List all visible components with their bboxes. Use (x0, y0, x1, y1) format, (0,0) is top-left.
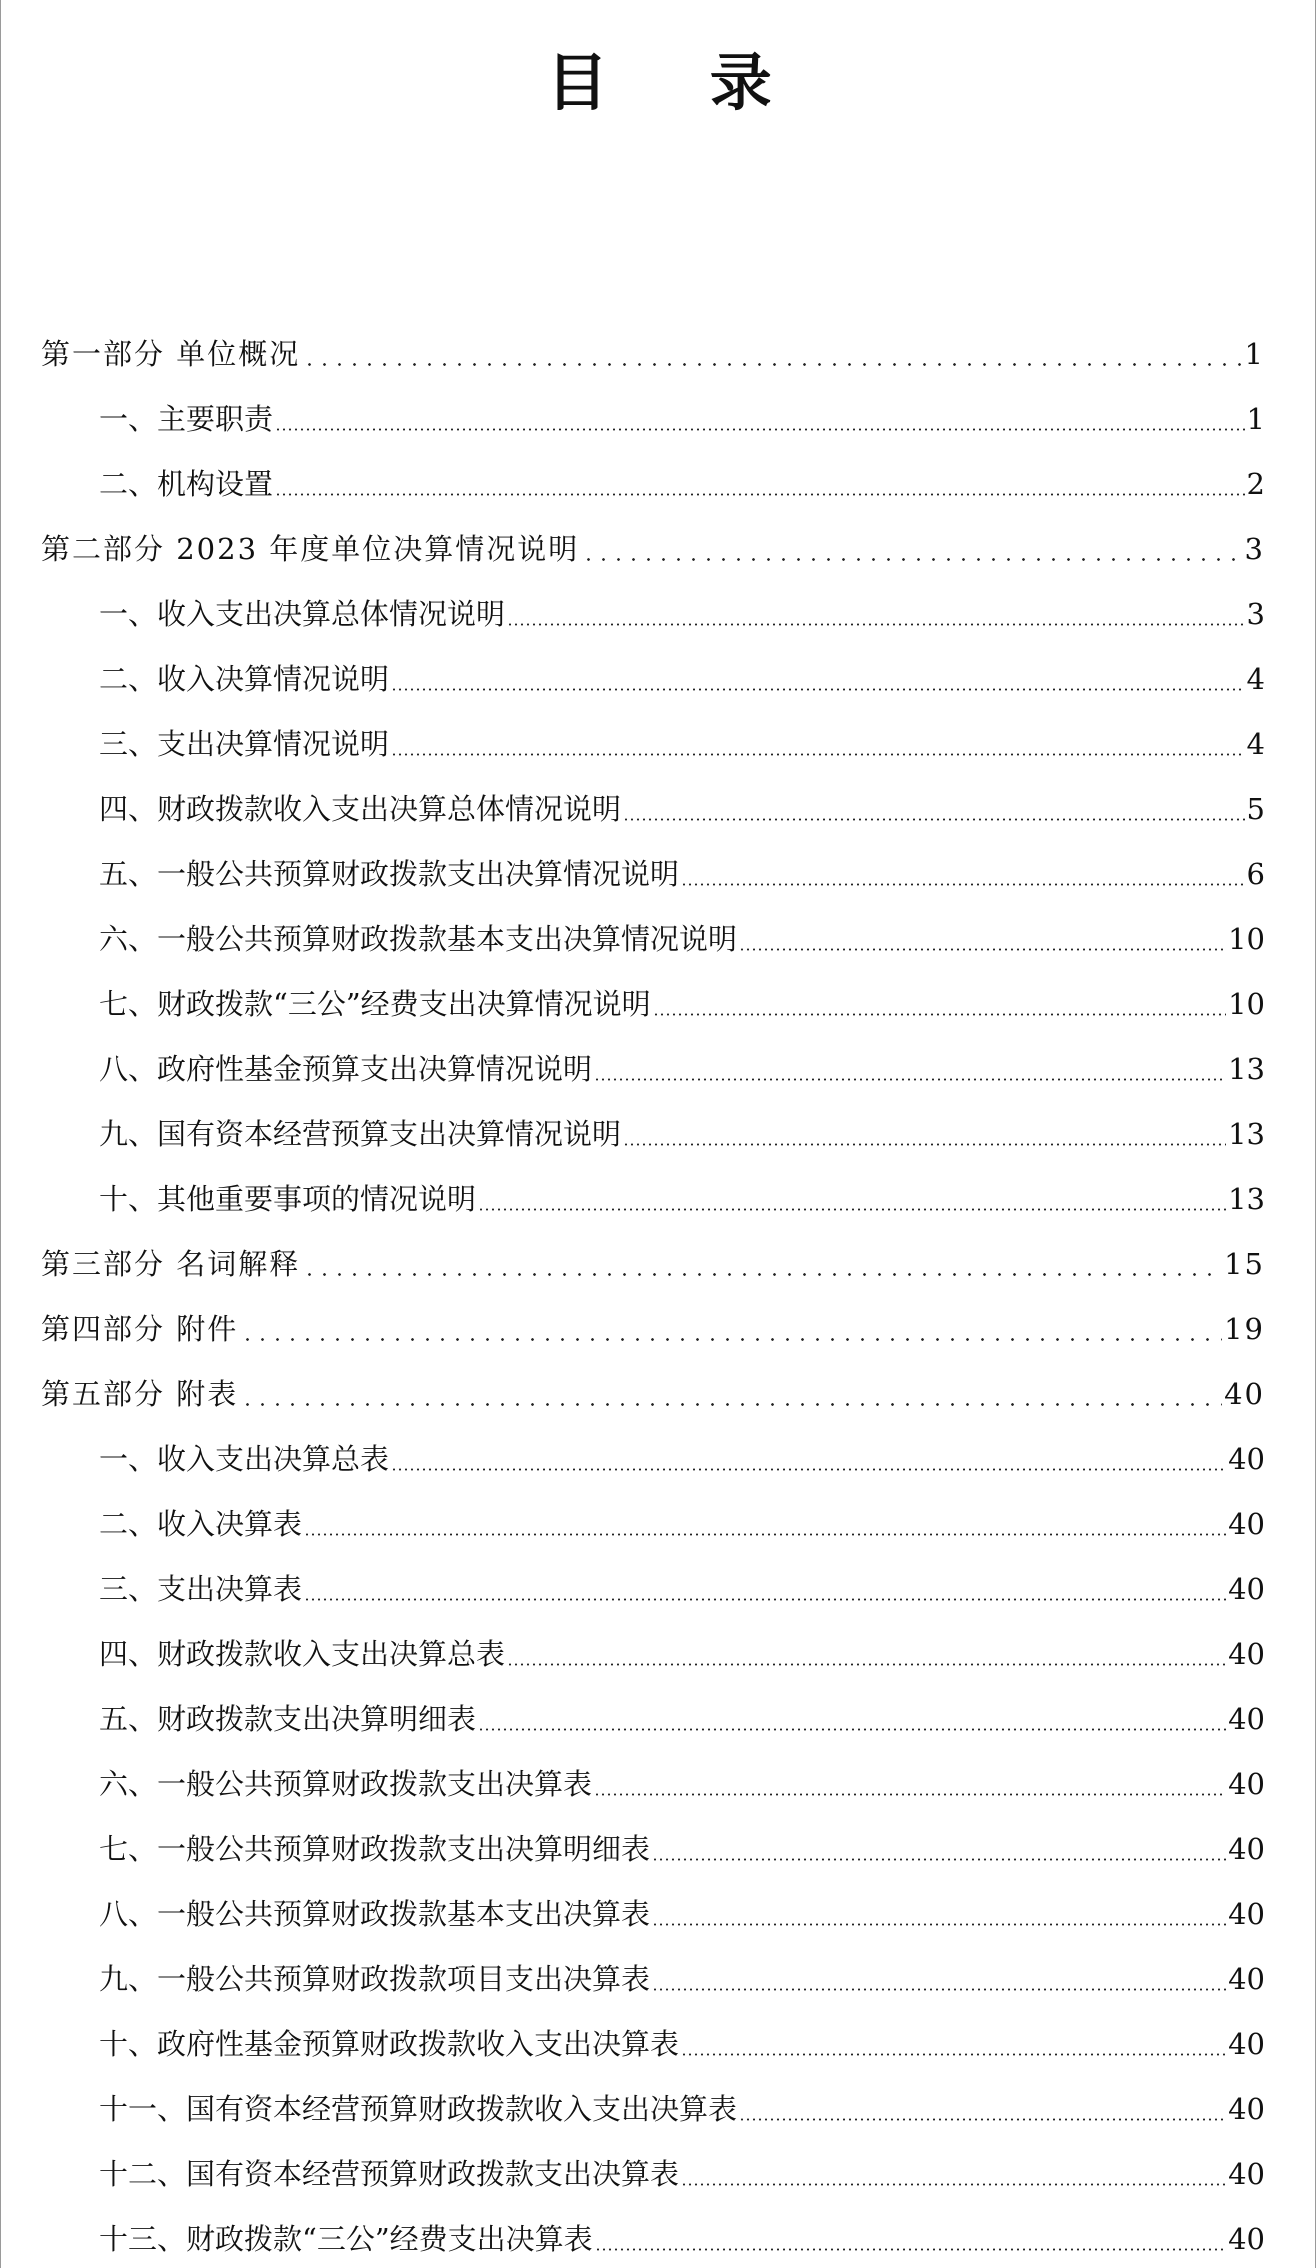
toc-entry-label: 第二部分 2023 年度单位决算情况说明 (41, 532, 580, 566)
toc-page-number: 40 (1228, 1962, 1265, 1996)
toc-entry[interactable] (99, 913, 1265, 959)
toc-entry-label: 五、一般公共预算财政拨款支出决算情况说明 (99, 857, 680, 891)
toc-page-number: 40 (1228, 1832, 1265, 1866)
toc-entry[interactable] (99, 1758, 1265, 1804)
toc-page-number: 40 (1228, 2092, 1265, 2126)
toc-page-number: 3 (1244, 532, 1265, 566)
toc-entry[interactable] (99, 1888, 1265, 1934)
toc-entry-label: 三、支出决算情况说明 (99, 727, 390, 761)
toc-entry-part-4[interactable] (41, 1303, 1265, 1349)
dot-leader (275, 428, 1245, 431)
dot-leader (653, 1013, 1226, 1016)
toc-entry-label: 三、支出决算表 (99, 1572, 303, 1606)
toc-entry[interactable] (99, 1823, 1265, 1869)
dot-leader (739, 948, 1226, 951)
toc-page-number: 40 (1228, 2157, 1265, 2191)
dot-leader (275, 493, 1245, 496)
toc-entry-part-3[interactable] (41, 1238, 1265, 1284)
toc-page-number: 40 (1228, 1507, 1265, 1541)
toc-page-number: 3 (1246, 597, 1265, 631)
toc-page-number: 15 (1224, 1247, 1265, 1281)
toc-entry[interactable] (99, 1953, 1265, 1999)
toc-entry-label: 八、政府性基金预算支出决算情况说明 (99, 1052, 593, 1086)
toc-entry[interactable] (99, 2148, 1265, 2194)
toc-page-number: 40 (1228, 1637, 1265, 1671)
toc-entry[interactable] (99, 588, 1265, 634)
toc-page-number: 40 (1228, 2027, 1265, 2061)
dot-leader (581, 558, 1242, 561)
dot-leader (507, 1663, 1226, 1666)
page-title: 目 录 (546, 46, 812, 119)
toc-entry-label: 九、一般公共预算财政拨款项目支出决算表 (99, 1962, 651, 1996)
toc-page-number: 40 (1228, 1767, 1265, 1801)
dot-leader (739, 2118, 1226, 2121)
toc-entry-label: 二、机构设置 (99, 467, 274, 501)
toc-entry[interactable] (99, 1563, 1265, 1609)
toc-page-number: 10 (1228, 987, 1265, 1021)
toc-page-number: 1 (1246, 402, 1265, 436)
dot-leader (681, 883, 1245, 886)
toc-entry[interactable] (99, 2083, 1265, 2129)
dot-leader (391, 753, 1245, 756)
toc-entry-label: 六、一般公共预算财政拨款基本支出决算情况说明 (99, 922, 738, 956)
toc-page-number: 5 (1246, 792, 1265, 826)
dot-leader (391, 1468, 1226, 1471)
dot-leader (652, 1858, 1226, 1861)
dot-leader (304, 1533, 1226, 1536)
toc-entry-label: 一、收入支出决算总表 (99, 1442, 390, 1476)
toc-entry-label: 一、收入支出决算总体情况说明 (99, 597, 506, 631)
toc-entry-label: 二、收入决算表 (99, 1507, 303, 1541)
dot-leader (302, 1273, 1222, 1276)
toc-entry-label: 一、主要职责 (99, 402, 274, 436)
toc-page-number: 6 (1246, 857, 1265, 891)
toc-entry-label: 十三、财政拨款“三公”经费支出决算表 (99, 2222, 593, 2256)
toc-entry-label: 十、其他重要事项的情况说明 (99, 1182, 477, 1216)
dot-leader (240, 1338, 1222, 1341)
toc-page-number: 40 (1224, 1377, 1265, 1411)
toc-page-number: 40 (1228, 1572, 1265, 1606)
toc-entry-label: 七、一般公共预算财政拨款支出决算明细表 (99, 1832, 651, 1866)
dot-leader (594, 1078, 1226, 1081)
toc-entry[interactable] (99, 2018, 1265, 2064)
toc-entry[interactable] (99, 1108, 1265, 1154)
toc-entry[interactable] (99, 1498, 1265, 1544)
toc-entry-label: 十二、国有资本经营预算财政拨款支出决算表 (99, 2157, 680, 2191)
dot-leader (478, 1208, 1226, 1211)
dot-leader (623, 1143, 1226, 1146)
toc-entry[interactable] (99, 783, 1265, 829)
toc-entry-label: 第五部分 附表 (41, 1377, 239, 1411)
dot-leader (507, 623, 1245, 626)
toc-entry[interactable] (99, 1043, 1265, 1089)
toc-entry-label: 十一、国有资本经营预算财政拨款收入支出决算表 (99, 2092, 738, 2126)
toc-entry[interactable] (99, 1173, 1265, 1219)
toc-entry-label: 五、财政拨款支出决算明细表 (99, 1702, 477, 1736)
toc-page-number: 40 (1228, 1897, 1265, 1931)
toc-entry-label: 八、一般公共预算财政拨款基本支出决算表 (99, 1897, 651, 1931)
dot-leader (302, 363, 1242, 366)
toc-page-number: 13 (1228, 1182, 1265, 1216)
toc-page-number: 4 (1246, 662, 1265, 696)
toc-entry[interactable] (99, 1433, 1265, 1479)
dot-leader (652, 1988, 1226, 1991)
dot-leader (391, 688, 1245, 691)
toc-entry-label: 十、政府性基金预算财政拨款收入支出决算表 (99, 2027, 680, 2061)
toc-entry-label: 四、财政拨款收入支出决算总体情况说明 (99, 792, 622, 826)
dot-leader (595, 2248, 1226, 2251)
toc-page-number: 13 (1228, 1052, 1265, 1086)
toc-entry-part-5[interactable] (41, 1368, 1265, 1414)
dot-leader (681, 2183, 1226, 2186)
toc-page-number: 19 (1224, 1312, 1265, 1346)
dot-leader (304, 1598, 1226, 1601)
toc-entry[interactable] (99, 848, 1265, 894)
toc-entry-label: 六、一般公共预算财政拨款支出决算表 (99, 1767, 593, 1801)
dot-leader (594, 1793, 1226, 1796)
toc-entry[interactable] (99, 458, 1265, 504)
dot-leader (240, 1403, 1222, 1406)
toc-entry[interactable] (99, 1628, 1265, 1674)
toc-entry[interactable] (99, 978, 1265, 1024)
toc-entry-part-2[interactable] (41, 523, 1265, 569)
toc-page-number: 4 (1246, 727, 1265, 761)
dot-leader (623, 818, 1245, 821)
toc-page-number: 1 (1244, 337, 1265, 371)
toc-entry-label: 二、收入决算情况说明 (99, 662, 390, 696)
toc-page-number: 10 (1228, 922, 1265, 956)
dot-leader (652, 1923, 1226, 1926)
dot-leader (478, 1728, 1226, 1731)
toc-entry-label: 第三部分 名词解释 (41, 1247, 301, 1281)
toc-page-number: 40 (1228, 1442, 1265, 1476)
toc-entry[interactable] (99, 1693, 1265, 1739)
toc-entry-label: 九、国有资本经营预算支出决算情况说明 (99, 1117, 622, 1151)
dot-leader (681, 2053, 1226, 2056)
toc-entry-label: 第一部分 单位概况 (41, 337, 301, 371)
toc-page-number: 2 (1246, 467, 1265, 501)
toc-entry[interactable] (99, 653, 1265, 699)
toc-page-number: 40 (1228, 1702, 1265, 1736)
toc-page-number: 13 (1228, 1117, 1265, 1151)
toc-entry-part-1[interactable] (41, 328, 1265, 374)
toc-entry[interactable] (99, 718, 1265, 764)
toc-entry[interactable] (99, 2213, 1265, 2259)
toc-entry[interactable] (99, 393, 1265, 439)
toc-entry-label: 第四部分 附件 (41, 1312, 239, 1346)
toc-page-number: 40 (1228, 2222, 1265, 2256)
toc-entry-label: 七、财政拨款“三公”经费支出决算情况说明 (99, 987, 651, 1021)
toc-entry-label: 四、财政拨款收入支出决算总表 (99, 1637, 506, 1671)
